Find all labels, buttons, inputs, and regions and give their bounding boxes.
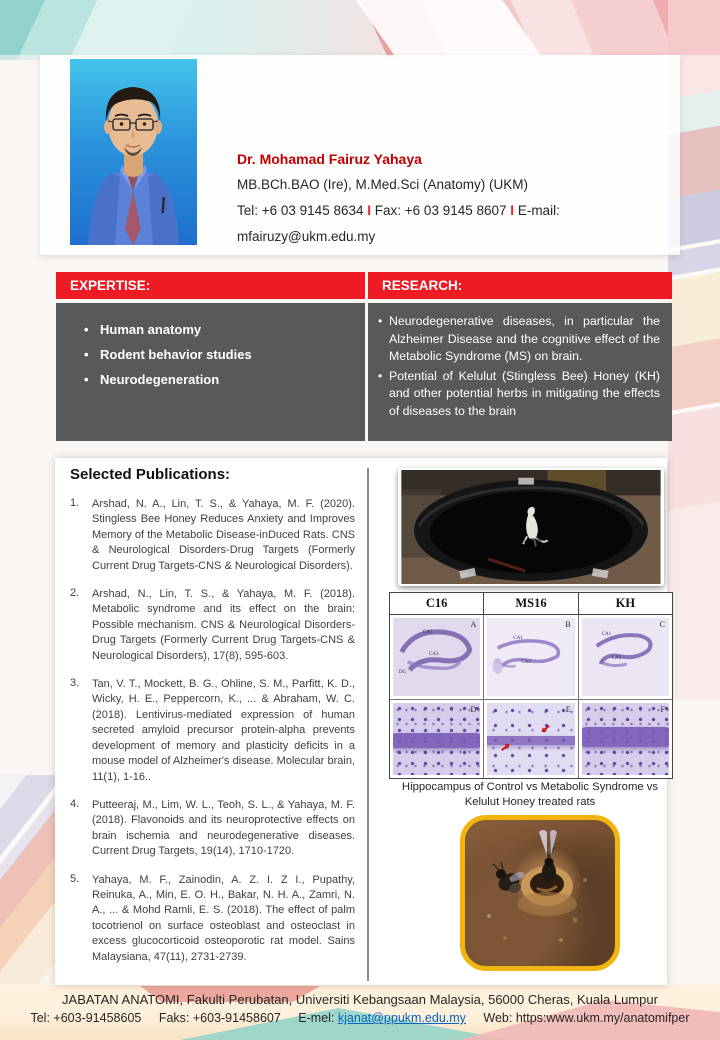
region-label: DG: [399, 670, 407, 675]
publication-item: [70, 798, 355, 860]
research-body: [368, 303, 672, 441]
publication-text: Arshad, N., Lin, T. S., & Yahaya, M. F. (2018). Metabolic syndrome and its effect on the brain: Possible mechanism. CNS & Neurological Disorders-Drug Targets (Formerly Current Drug Targets-CNS & Neurological Disorders), 17(8), 595-603.: [92, 588, 355, 662]
profile-photo: [70, 59, 197, 245]
research-item: • Potential of Kelulut (Stingless Bee) Honey (KH) and other potential herbs in mitigating the effects of diseases to the brain: [378, 368, 660, 421]
histology-panel-c: [579, 615, 672, 700]
rat-figure-illustration: [400, 470, 662, 584]
column-divider: [367, 468, 369, 981]
stingless-bee-figure: [460, 815, 620, 971]
publication-text: Tan, V. T., Mockett, B. G., Ohline, S. M., Parfitt, K. D., Wicky, H. E., Peppercorn, K., ... & Abraham, W. C. (2018). Lentivirus-mediated expression of human secreted amyloid precursor protein-alpha prevents development of memory and plasticity deficits in a mouse model of Alzheimer's disease. Molecular brain, 11(1), 1-16..: [92, 678, 355, 783]
profile-fax: Fax: +6 03 9145 8607: [374, 203, 507, 218]
profile-photo-illustration: [70, 59, 197, 245]
footer-web: Web: https:www.ukm.my/anatomifper: [483, 1011, 690, 1025]
histology-row-sections: [390, 615, 672, 700]
region-label: CA1: [513, 636, 523, 641]
expertise-body: [56, 303, 365, 441]
footer-address: JABATAN ANATOMI, Fakulti Perubatan, Universiti Kebangsaan Malaysia, 56000 Cheras, Kuala Lumpur: [62, 992, 658, 1007]
footer-emel-label: E-mel:: [298, 1011, 335, 1025]
footer-tel: Tel: +603-91458605: [30, 1011, 142, 1025]
publication-item: [70, 587, 355, 664]
research-list: [378, 313, 660, 420]
publication-number: 1.: [70, 497, 80, 509]
histology-caption: [380, 780, 680, 810]
histology-column-header: KH: [579, 593, 672, 615]
decorative-top-band: [0, 0, 720, 60]
footer-email-link[interactable]: kjanat@ppukm.edu.my: [337, 1011, 466, 1025]
publications-heading: Selected Publications:: [70, 466, 231, 483]
panel-letter: B: [565, 620, 571, 629]
publication-text: Putteeraj, M., Lim, W. L., Teoh, S. L., & Yahaya, M. F. (2018). Flavonoids and its neuroprotective effects on brain ischemia and neurodegenerative diseases. Current Drug Targets, 19(14), 1710-1720.: [92, 798, 355, 858]
panel-letter: E: [565, 705, 571, 714]
histology-header-row: [390, 593, 672, 615]
region-label: CA3: [429, 652, 439, 657]
publications-panel: [55, 458, 667, 985]
publication-item: [70, 677, 355, 785]
region-label: CA1: [423, 630, 433, 635]
region-label: CA1: [601, 632, 612, 637]
histology-caption-line1: Hippocampus of Control vs Metabolic Syndrome vs: [401, 781, 659, 793]
histology-panel-d: [390, 700, 484, 778]
panel-letter: D: [470, 705, 477, 714]
publication-text: Arshad, N. A., Lin, T. S., & Yahaya, M. F. (2020). Stingless Bee Honey Reduces Anxiety and Improves Memory of the Metabolic Disease-inDuced Rats. CNS & Neurological Disorders-Drug Targets (Formerly Current Drug Targets-CNS & Neurological Disorders).: [92, 498, 355, 572]
rat-open-field-figure: [398, 468, 664, 586]
histology-panel-a: [390, 615, 484, 700]
profile-email: mfairuzy@ukm.edu.my: [237, 229, 376, 244]
research-header: RESEARCH:: [368, 272, 672, 299]
histology-column-header: C16: [390, 593, 484, 615]
region-label: CA3: [521, 660, 531, 665]
footer-contacts: [0, 1009, 720, 1027]
publication-number: 2.: [70, 587, 80, 600]
expertise-item: • Human anatomy: [84, 317, 355, 342]
profile-name: Dr. Mohamad Fairuz Yahaya: [237, 151, 422, 167]
profile-qualifications: MB.BCh.BAO (Ire), M.Med.Sci (Anatomy) (UKM): [237, 177, 529, 192]
histology-panel-f: [579, 700, 672, 778]
research-item: • Neurodegenerative diseases, in particular the Alzheimer Disease and the cognitive effect of the Metabolic Syndrome (MS) on brain.: [378, 313, 660, 366]
histology-column-header: MS16: [484, 593, 578, 615]
publication-text: Yahaya, M. F., Zainodin, A. Z. I. Z I., Pupathy, Reinuka, A., Min, E. O. H., Bakar, N. H. A., Zamri, N. A., ... & Mohd Ramli, E. S. (2018). The effect of palm tocotrienol on surface osteoblast and osteoclast in excess glucocorticoid osteoporotic rat model. Sains Malaysiana, 47(11), 2731-2739.: [92, 873, 355, 963]
expertise-list: [84, 317, 355, 392]
expertise-item: • Rodent behavior studies: [84, 342, 355, 367]
panel-letter: A: [470, 620, 477, 629]
publication-item: [70, 497, 355, 574]
region-label: CA3: [611, 656, 622, 661]
bee-figure-illustration: [465, 820, 615, 966]
profile-email-label: E-mail:: [517, 203, 560, 218]
histology-panel-e: [484, 700, 578, 778]
publication-number: 5.: [70, 872, 80, 885]
publication-number: 3.: [70, 677, 80, 690]
footer-faks: Faks: +603-91458607: [158, 1011, 281, 1025]
publications-column: [55, 458, 367, 978]
histology-row-neurons: [390, 700, 672, 778]
panel-letter: F: [660, 705, 665, 714]
contact-block: [237, 146, 657, 250]
separator: I: [367, 203, 372, 218]
histology-table: [389, 592, 673, 779]
panel-letter: C: [659, 620, 665, 629]
expertise-item: • Neurodegeneration: [84, 367, 355, 392]
publication-number: 4.: [70, 797, 80, 810]
histology-panel-b: [484, 615, 578, 700]
expertise-header: EXPERTISE:: [56, 272, 365, 299]
separator: I: [510, 203, 515, 218]
profile-phone-line: [237, 198, 657, 224]
histology-caption-line2: Kelulut Honey treated rats: [464, 796, 596, 808]
footer: [0, 985, 720, 1027]
publication-item: [70, 873, 355, 965]
profile-tel: Tel: +6 03 9145 8634: [237, 203, 364, 218]
